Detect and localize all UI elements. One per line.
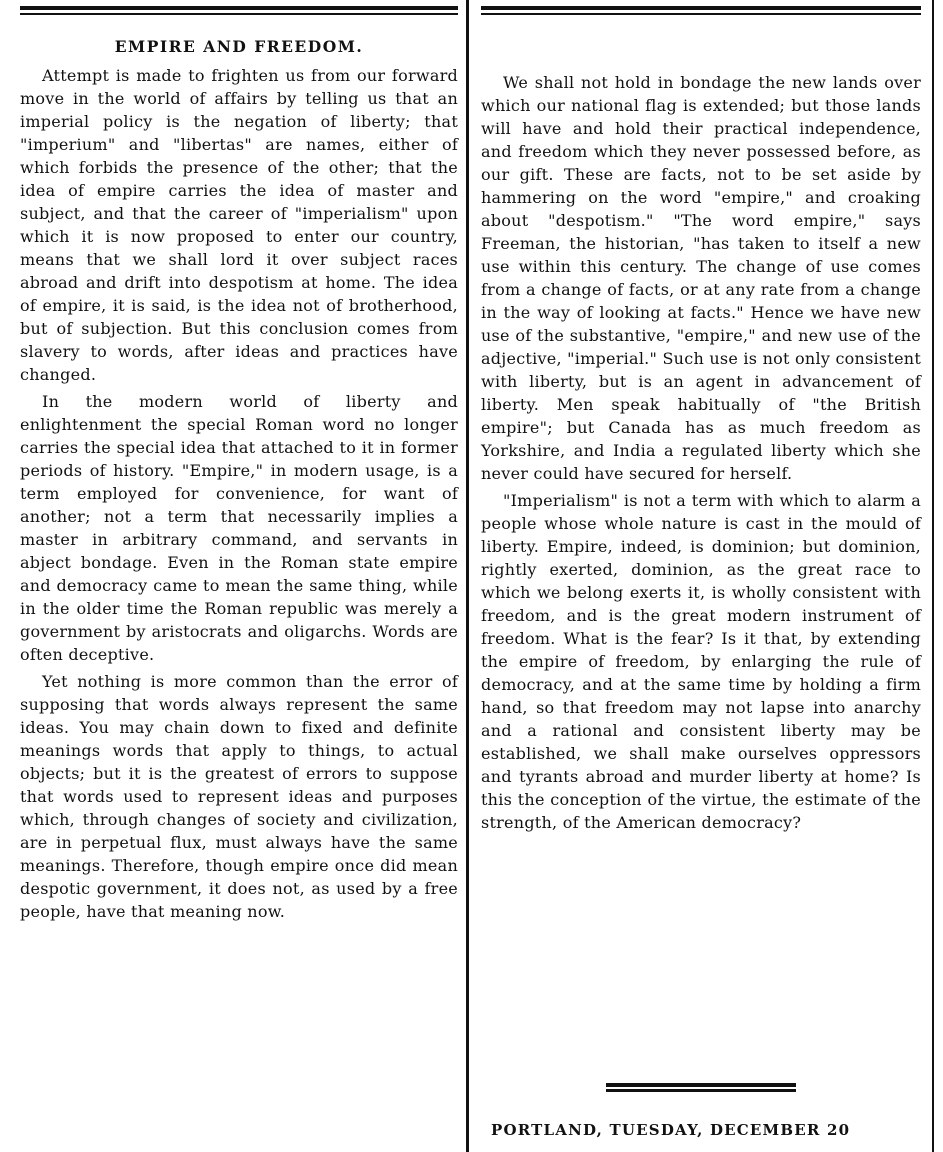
end-rule-thick bbox=[606, 1083, 796, 1087]
right-edge-divider bbox=[932, 0, 934, 1152]
paragraph: Yet nothing is more common than the error of supposing that words always represent the same ideas. You may chain down to fixed and definite meanings words that apply to things, to actual objects; but it is the greatest of errors to suppose that words used to represent ideas and purposes which, through changes of society and civilization, are in perpetual flux, must always have the same meanings. Therefore, though empire once did mean despotic government, it does not, as used by a free people, have that meaning now. bbox=[20, 672, 458, 921]
paragraph: In the modern world of liberty and enlightenment the special Roman word no longer carries the special idea that attached to it in former periods of history. "Empire," in modern usage, is a term employed for convenience, for want of another; not a term that necessarily implies a master in arbitrary command, and servants in abject bondage. Even in the Roman state empire and democracy came to mean the same thing, while in the older time the Roman republic was merely a government by aristocrats and oligarchs. Words are often deceptive. bbox=[20, 392, 458, 664]
top-rule bbox=[481, 6, 921, 16]
dateline: PORTLAND, TUESDAY, DECEMBER 20 bbox=[491, 1121, 851, 1139]
column-divider bbox=[466, 0, 469, 1152]
right-column bbox=[481, 0, 921, 1152]
top-rule-thick bbox=[20, 6, 458, 10]
paragraph: "Imperialism" is not a term with which to alarm a people whose whole nature is cast in the mould of liberty. Empire, indeed, is dominion; but dominion, rightly exerted, dominion, as the great race to which we belong exerts it, is wholly consistent with freedom, and is the great modern instrument of freedom. What is the fear? Is it that, by extending the empire of freedom, by enlarging the rule of democracy, and at the same time by holding a firm hand, so that freedom may not lapse into anarchy and a rational and consistent liberty may be established, we shall make ourselves oppressors and tyrants abroad and murder liberty at home? Is this the conception of the virtue, the estimate of the strength, of the American democracy? bbox=[481, 491, 921, 832]
top-rule-thick bbox=[481, 6, 921, 10]
end-rule-thin bbox=[606, 1089, 796, 1092]
left-column bbox=[20, 0, 458, 1152]
top-rule bbox=[20, 6, 458, 16]
article-headline: EMPIRE AND FREEDOM. bbox=[114, 37, 364, 56]
top-rule-thin bbox=[20, 13, 458, 15]
top-rule-thin bbox=[481, 13, 921, 15]
left-article-body bbox=[20, 64, 458, 927]
paragraph: We shall not hold in bondage the new lands over which our national flag is extended; but those lands will have and hold their practical independence, and freedom which they never possessed before, as our gift. These are facts, not to be set aside by hammering on the word "empire," and croaking about "despotism." "The word empire," says Freeman, the historian, "has taken to itself a new use within this century. The change of use comes from a change of facts, or at any rate from a change in the way of looking at facts." Hence we have new use of the substantive, "empire," and new use of the adjective, "imperial." Such use is not only consistent with liberty, but is an agent in advancement of liberty. Men speak habitually of "the British empire"; but Canada has as much freedom as Yorkshire, and India a regulated liberty which she never could have secured for herself. bbox=[481, 73, 922, 483]
right-article-body bbox=[481, 71, 921, 838]
article-end-rule bbox=[606, 1083, 796, 1093]
paragraph: Attempt is made to frighten us from our forward move in the world of affairs by telling us that an imperial policy is the negation of liberty; that "imperium" and "libertas" are names, either of which forbids the presence of the other; that the idea of empire carries the idea of master and subject, and that the career of "imperialism" upon which it is now proposed to enter our country, means that we shall lord it over subject races abroad and drift into despotism at home. The idea of empire, it is said, is the idea not of brotherhood, but of subjection. But this conclusion comes from slavery to words, after ideas and practices have changed. bbox=[20, 66, 458, 384]
